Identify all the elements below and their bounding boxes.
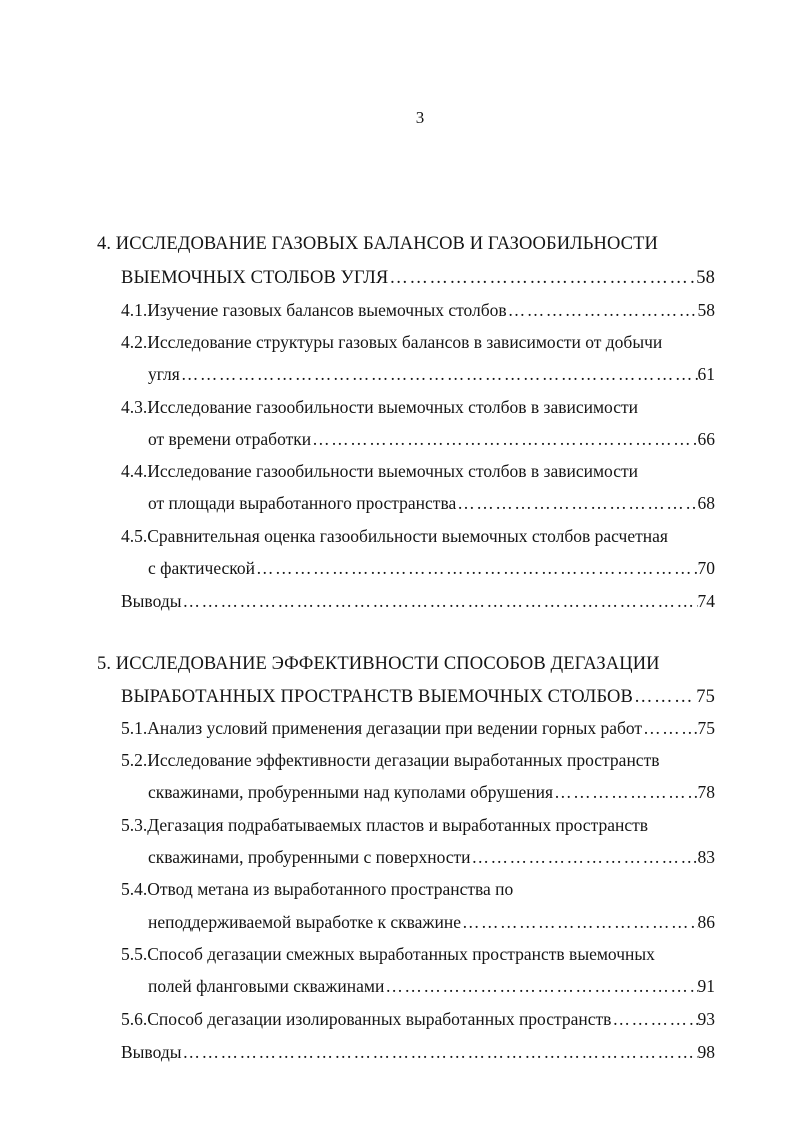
toc-entry-page: 74 <box>697 591 715 611</box>
toc-entry-title: Выводы <box>121 591 182 611</box>
dot-leader <box>181 589 697 613</box>
toc-entry-4-2-title: 4.2.Исследование структуры газовых балансов в зависимости от добычи <box>121 332 663 352</box>
toc-entry-5-5-title: 5.5.Способ дегазации смежных выработанных пространств выемочных <box>121 944 655 964</box>
toc-entry-page: 68 <box>697 493 715 513</box>
chapter-4-heading-cont: ВЫЕМОЧНЫХ СТОЛБОВ УГЛЯ <box>121 268 389 288</box>
toc-entry-page: 86 <box>697 912 715 932</box>
toc-entry-5-5 <box>148 974 715 998</box>
dot-leader <box>507 298 698 322</box>
toc-entry-page: 98 <box>697 1042 715 1062</box>
chapter-4-page: 58 <box>696 268 715 288</box>
toc-entry-5-3 <box>148 845 715 869</box>
chapter-5-heading-cont: ВЫРАБОТАННЫХ ПРОСТРАНСТВ ВЫЕМОЧНЫХ СТОЛБОВ <box>121 687 633 707</box>
toc-entry-title-cont: скважинами, пробуренными над куполами обрушения <box>148 782 554 802</box>
toc-entry-5-4-title: 5.4.Отвод метана из выработанного пространства по <box>121 879 514 899</box>
toc-entry-title-cont: с фактической <box>148 558 256 578</box>
toc-entry-4-2 <box>148 362 715 386</box>
page-number: 3 <box>415 108 425 127</box>
chapter-5-page: 75 <box>696 687 715 707</box>
dot-leader <box>611 1007 697 1031</box>
chapter-4-heading: 4. ИССЛЕДОВАНИЕ ГАЗОВЫХ БАЛАНСОВ И ГАЗООБИЛЬНОСТИ <box>97 234 658 254</box>
toc-entry-4-4 <box>148 491 715 515</box>
toc-entry-5-3-title: 5.3.Дегазация подрабатываемых пластов и выработанных пространств <box>121 815 648 835</box>
toc-entry-title-cont: от времени отработки <box>148 429 312 449</box>
dot-leader <box>384 974 697 998</box>
dot-leader <box>471 845 698 869</box>
toc-entry-5-conclusions <box>121 1040 715 1064</box>
toc-entry-title: 5.1.Анализ условий применения дегазации при ведении горных работ <box>121 718 643 738</box>
toc-entry-title-cont: неподдерживаемой выработке к скважине <box>148 912 462 932</box>
dot-leader <box>553 780 697 804</box>
toc-entry-4-3 <box>148 427 715 451</box>
toc-entry-title-cont: полей фланговыми скважинами <box>148 976 385 996</box>
dot-leader <box>456 491 697 515</box>
toc-entry-page: 78 <box>697 782 715 802</box>
dot-leader <box>255 556 697 580</box>
toc-entry-4-3-title: 4.3.Исследование газообильности выемочных столбов в зависимости <box>121 397 639 417</box>
dot-leader <box>181 1040 697 1064</box>
toc-entry-page: 58 <box>697 300 715 320</box>
toc-entry-title-cont: от площади выработанного пространства <box>148 493 457 513</box>
toc-entry-title: 5.6.Способ дегазации изолированных выработанных пространств <box>121 1009 612 1029</box>
chapter-4-heading-entry <box>121 266 715 290</box>
toc-entry-4-conclusions <box>121 589 715 613</box>
toc-entry-page: 75 <box>697 718 715 738</box>
toc-entry-4-4-title: 4.4.Исследование газообильности выемочных столбов в зависимости <box>121 461 639 481</box>
dot-leader <box>388 266 696 290</box>
chapter-5-heading: 5. ИССЛЕДОВАНИЕ ЭФФЕКТИВНОСТИ СПОСОБОВ ДЕГАЗАЦИИ <box>97 654 660 674</box>
toc-entry-title: Выводы <box>121 1042 182 1062</box>
toc-entry-4-5-title: 4.5.Сравнительная оценка газообильности выемочных столбов расчетная <box>121 526 668 546</box>
dot-leader <box>180 362 698 386</box>
toc-entry-4-5 <box>148 556 715 580</box>
dot-leader <box>633 685 696 709</box>
dot-leader <box>311 427 697 451</box>
toc-entry-title-cont: скважинами, пробуренными с поверхности <box>148 847 471 867</box>
toc-entry-page: 93 <box>697 1009 715 1029</box>
toc-entry-page: 91 <box>697 976 715 996</box>
toc-entry-4-1 <box>121 298 715 322</box>
toc-entry-title: 4.1.Изучение газовых балансов выемочных столбов <box>121 300 507 320</box>
toc-entry-title-cont: угля <box>148 364 180 384</box>
toc-entry-5-1 <box>121 716 715 740</box>
toc-entry-5-4 <box>148 910 715 934</box>
toc-entry-page: 83 <box>697 847 715 867</box>
toc-entry-5-6 <box>121 1007 715 1031</box>
toc-entry-page: 66 <box>697 429 715 449</box>
chapter-5-heading-entry <box>121 685 715 709</box>
dot-leader <box>461 910 697 934</box>
toc-entry-page: 61 <box>697 364 715 384</box>
dot-leader <box>642 716 697 740</box>
toc-entry-5-2 <box>148 780 715 804</box>
toc-entry-5-2-title: 5.2.Исследование эффективности дегазации выработанных пространств <box>121 750 660 770</box>
toc-entry-page: 70 <box>697 558 715 578</box>
